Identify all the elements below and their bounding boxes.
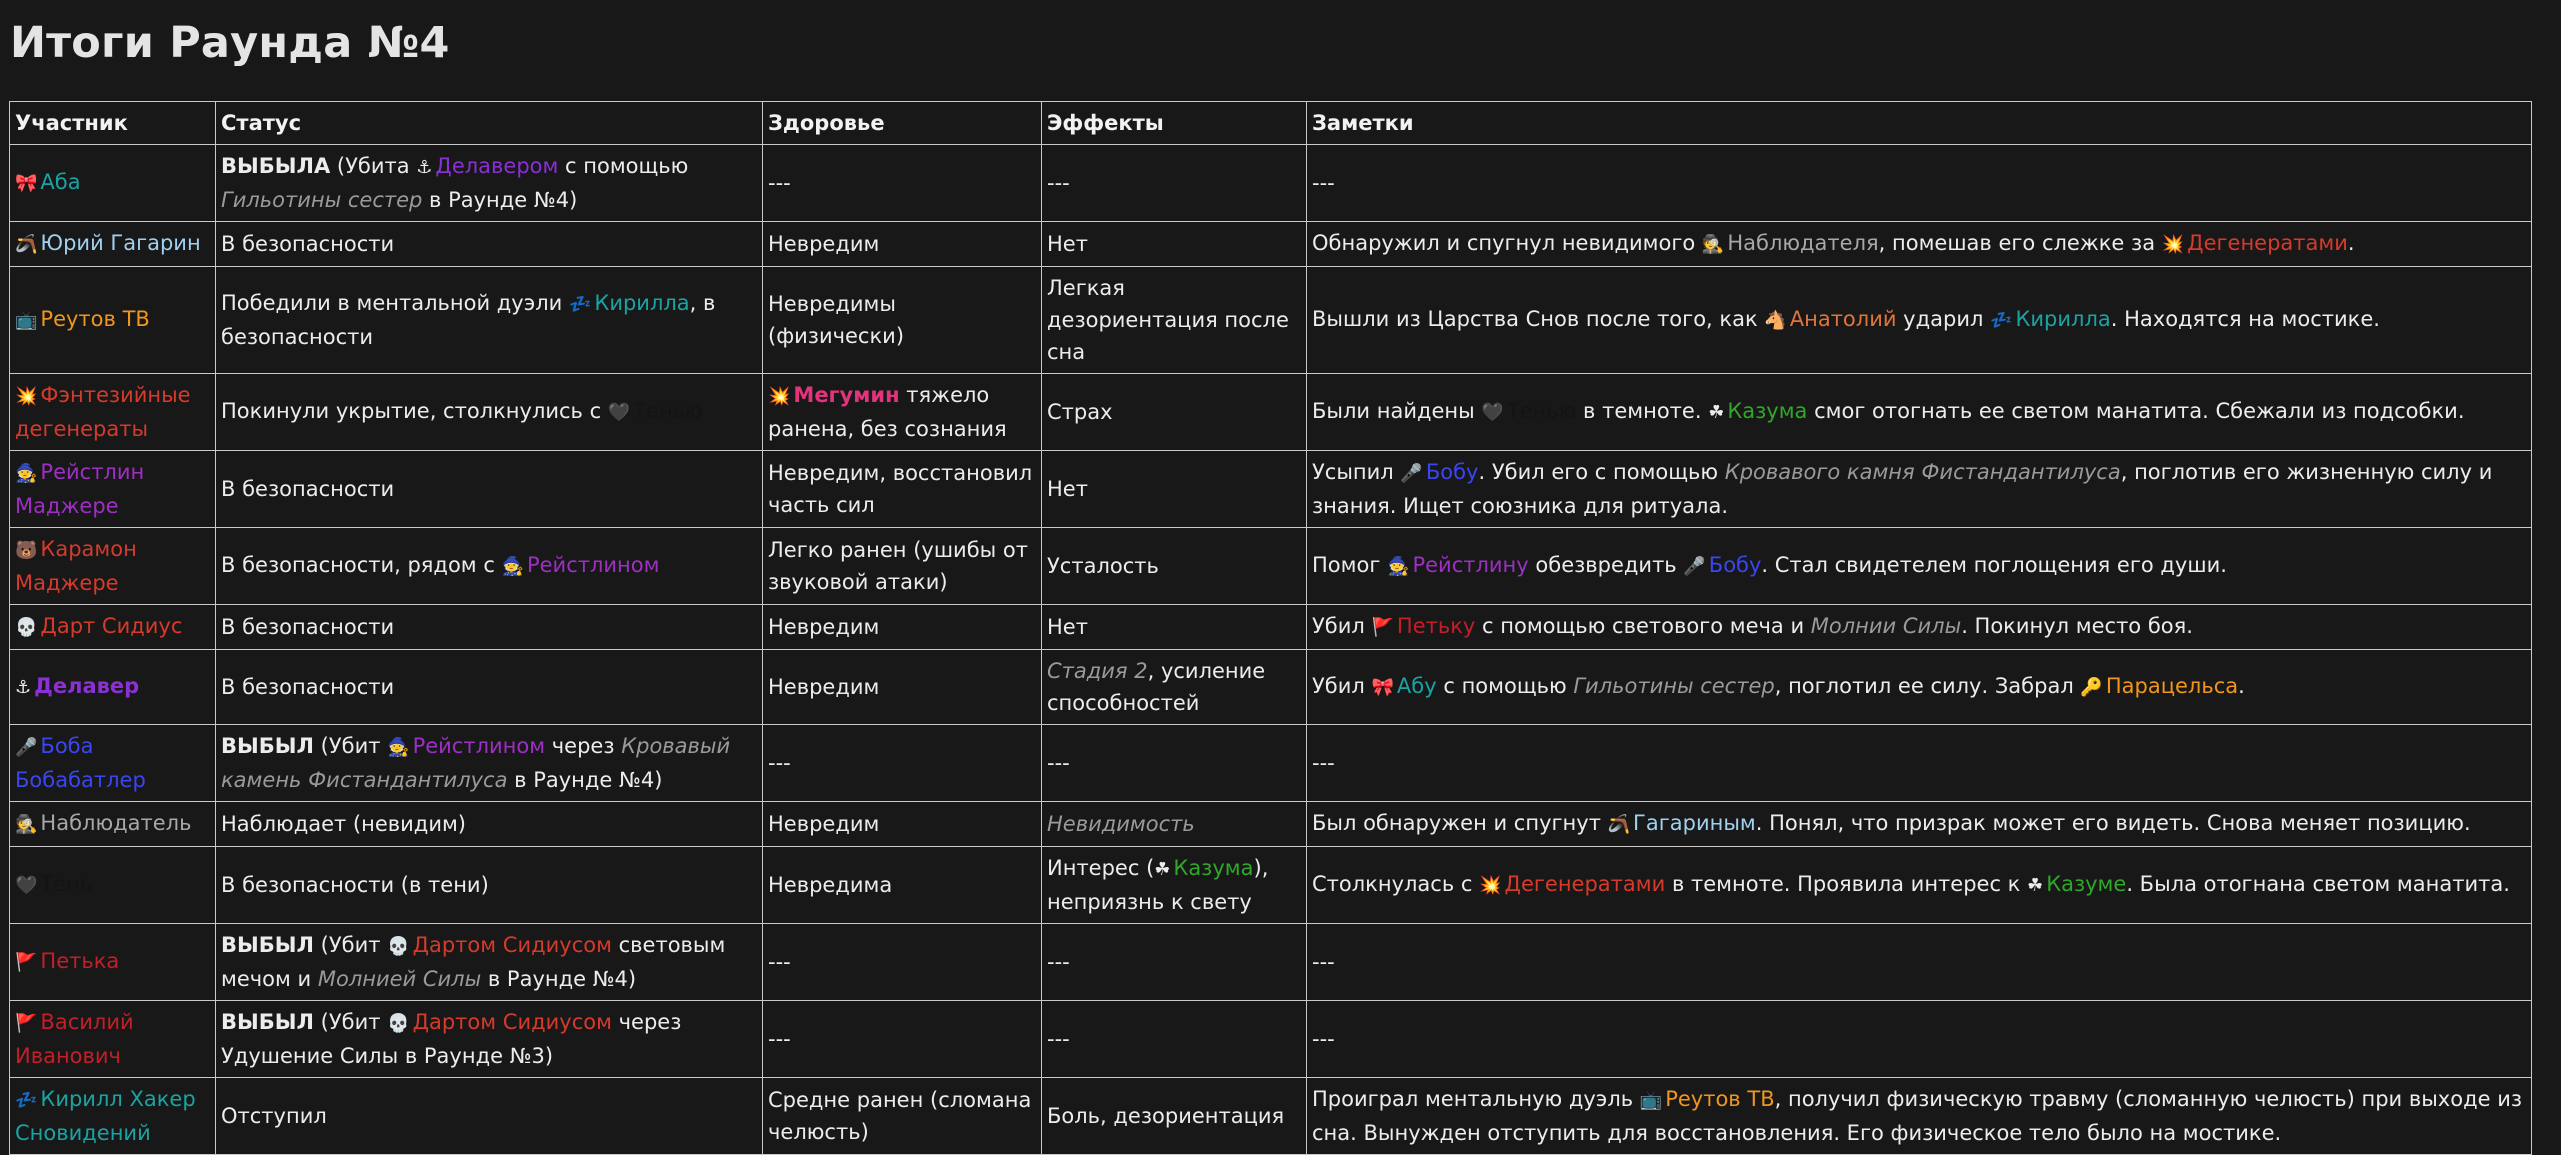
table-row xyxy=(10,528,2532,605)
cell-text: , поглотив его жизненную силу и знания. Ищет союзника для ритуала. xyxy=(1312,460,2493,518)
emoji-icon: 🧙 xyxy=(387,737,410,758)
name-mention: Казума xyxy=(1727,399,1808,423)
cell-text: В безопасности (в тени) xyxy=(221,873,489,897)
cell-text: --- xyxy=(1312,950,1335,974)
column-header-effects: Эффекты xyxy=(1042,102,1307,145)
effects-cell xyxy=(1042,725,1307,802)
name-mention: Бобу xyxy=(1425,460,1479,484)
health-cell xyxy=(763,725,1042,802)
name-mention: Дарт Сидиус xyxy=(40,614,183,638)
cell-text: . Стал свидетелем поглощения его души. xyxy=(1761,553,2227,577)
cell-text: Победили в ментальной дуэли xyxy=(221,291,569,315)
cell-text: , помешав его слежке за xyxy=(1878,231,2162,255)
status-cell xyxy=(216,451,763,528)
table-row xyxy=(10,605,2532,650)
cell-text: Наблюдает (невидим) xyxy=(221,812,466,836)
cell-text: ), неприязнь к свету xyxy=(1047,856,1269,914)
cell-text: ВЫБЫЛ xyxy=(221,933,314,957)
name-mention: Абу xyxy=(1396,674,1437,698)
round-results-table xyxy=(9,101,2532,1155)
participant-cell xyxy=(10,924,216,1001)
item-reference: Невидимость xyxy=(1047,812,1195,836)
cell-text: --- xyxy=(768,950,791,974)
cell-text: --- xyxy=(1047,171,1070,195)
emoji-icon: 🖤 xyxy=(15,875,38,896)
cell-text: , в безопасности xyxy=(221,291,716,349)
cell-text: , усиление способностей xyxy=(1047,659,1266,715)
item-reference: Гильотины сестер xyxy=(221,188,423,212)
notes-cell xyxy=(1307,924,2532,1001)
table-row xyxy=(10,924,2532,1001)
health-cell xyxy=(763,222,1042,267)
cell-text: Вышли из Царства Снов после того, как xyxy=(1312,307,1765,331)
health-cell xyxy=(763,847,1042,924)
effects-cell xyxy=(1042,605,1307,650)
cell-text: (Убита xyxy=(330,154,417,178)
cell-text: Был обнаружен и спугнут xyxy=(1312,811,1608,835)
emoji-icon: 💤 xyxy=(569,294,592,315)
participant-cell xyxy=(10,451,216,528)
cell-text: в Раунде №4) xyxy=(422,188,578,212)
column-header-participant: Участник xyxy=(10,102,216,145)
cell-text: Страх xyxy=(1047,400,1113,424)
name-mention: Юрий Гагарин xyxy=(40,231,201,255)
cell-text: Убил xyxy=(1312,614,1372,638)
health-cell xyxy=(763,374,1042,451)
participant-cell xyxy=(10,1078,216,1155)
cell-text: Невредимы (физически) xyxy=(768,292,905,348)
table-header-row xyxy=(10,102,2532,145)
name-mention: Кирилла xyxy=(2015,307,2111,331)
cell-text: Были найдены xyxy=(1312,399,1482,423)
participant-cell xyxy=(10,725,216,802)
cell-text: с помощью светового меча и xyxy=(1475,614,1811,638)
status-cell xyxy=(216,1078,763,1155)
emoji-icon: 🐻 xyxy=(15,540,38,561)
cell-text: Усыпил xyxy=(1312,460,1401,484)
health-cell xyxy=(763,267,1042,374)
cell-text: . Находятся на мостике. xyxy=(2110,307,2380,331)
cell-text: . xyxy=(2238,674,2245,698)
name-mention: Казума xyxy=(1173,856,1254,880)
name-mention: Реутов ТВ xyxy=(40,307,150,331)
cell-text: в Раунде №4) xyxy=(507,768,663,792)
table-row xyxy=(10,145,2532,222)
effects-cell xyxy=(1042,650,1307,725)
emoji-icon: 🪃 xyxy=(1607,814,1631,835)
name-mention: Тенью xyxy=(633,399,703,423)
participant-cell xyxy=(10,847,216,924)
emoji-icon: 🔑 xyxy=(2080,677,2103,698)
emoji-icon: 🚩 xyxy=(15,952,38,973)
cell-text: . Убил его с помощью xyxy=(1478,460,1725,484)
cell-text: , поглотил ее силу. Забрал xyxy=(1774,674,2081,698)
effects-cell xyxy=(1042,145,1307,222)
status-cell xyxy=(216,802,763,847)
health-cell xyxy=(763,650,1042,725)
name-mention: Дартом Сидиусом xyxy=(412,933,612,957)
notes-cell xyxy=(1307,802,2532,847)
emoji-icon: ☘ xyxy=(2027,875,2044,896)
status-cell xyxy=(216,145,763,222)
name-mention: Тень xyxy=(40,872,93,896)
name-mention: Рейстлином xyxy=(526,553,660,577)
participant-cell xyxy=(10,222,216,267)
cell-text: Легко ранен (ушибы от звуковой атаки) xyxy=(768,538,1028,594)
cell-text: Столкнулась с xyxy=(1312,872,1480,896)
emoji-icon: 🕵 xyxy=(15,814,38,835)
name-mention: Дартом Сидиусом xyxy=(412,1010,612,1034)
effects-cell xyxy=(1042,1001,1307,1078)
name-mention: Наблюдателя xyxy=(1727,231,1879,255)
health-cell xyxy=(763,528,1042,605)
cell-text: --- xyxy=(1312,751,1335,775)
emoji-icon: 💀 xyxy=(387,1013,410,1034)
table-row xyxy=(10,1001,2532,1078)
table-row xyxy=(10,451,2532,528)
status-cell xyxy=(216,267,763,374)
emoji-icon: 🕵 xyxy=(1701,234,1725,255)
cell-text: В безопасности, рядом с xyxy=(221,553,502,577)
cell-text: через Удушение Силы в Раунде №3) xyxy=(221,1010,682,1068)
cell-text: В безопасности xyxy=(221,615,395,639)
item-reference: Гильотины сестер xyxy=(1573,674,1775,698)
name-mention: Кирилла xyxy=(594,291,690,315)
health-cell xyxy=(763,802,1042,847)
emoji-icon: ☘ xyxy=(1154,859,1171,880)
cell-text: Покинули укрытие, столкнулись с xyxy=(221,399,608,423)
cell-text: Боль, дезориентация xyxy=(1047,1104,1285,1128)
table-row xyxy=(10,222,2532,267)
emoji-icon: 💥 xyxy=(768,386,791,407)
cell-text: Интерес ( xyxy=(1047,856,1155,880)
name-mention: Гагариным xyxy=(1633,811,1756,835)
participant-cell xyxy=(10,605,216,650)
table-row xyxy=(10,650,2532,725)
cell-text: Невредим xyxy=(768,675,880,699)
emoji-icon: 🪃 xyxy=(15,234,38,255)
health-cell xyxy=(763,605,1042,650)
name-mention: Наблюдатель xyxy=(40,811,192,835)
item-reference: Кровавого камня Фистандантилуса xyxy=(1724,460,2121,484)
emoji-icon: 🎤 xyxy=(15,737,38,758)
name-mention: Тенью xyxy=(1506,399,1577,423)
name-mention: Делавером xyxy=(435,154,559,178)
cell-text: ВЫБЫЛА xyxy=(221,154,331,178)
table-row xyxy=(10,847,2532,924)
cell-text: ВЫБЫЛ xyxy=(221,734,314,758)
table-row xyxy=(10,802,2532,847)
cell-text: ВЫБЫЛ xyxy=(221,1010,314,1034)
name-mention: Анатолий xyxy=(1789,307,1897,331)
cell-text: . Понял, что призрак может его видеть. Снова меняет позицию. xyxy=(1755,811,2471,835)
emoji-icon: 📺 xyxy=(1639,1090,1663,1111)
status-cell xyxy=(216,847,763,924)
cell-text: (Убит xyxy=(313,1010,388,1034)
cell-text: --- xyxy=(1312,1027,1335,1051)
cell-text: в темноте. xyxy=(1576,399,1709,423)
emoji-icon: 🧙 xyxy=(15,463,38,484)
effects-cell xyxy=(1042,802,1307,847)
name-mention: Рейстлину xyxy=(1412,553,1529,577)
notes-cell xyxy=(1307,847,2532,924)
name-mention: Фэнтезийные дегенераты xyxy=(15,383,191,441)
cell-text: . xyxy=(2347,231,2355,255)
emoji-icon: 🎀 xyxy=(15,173,38,194)
notes-cell xyxy=(1307,145,2532,222)
status-cell xyxy=(216,374,763,451)
cell-text: Нет xyxy=(1047,232,1088,256)
table-row xyxy=(10,1078,2532,1155)
emoji-icon: 💥 xyxy=(15,386,38,407)
cell-text: Легкая дезориентация после сна xyxy=(1047,276,1289,364)
notes-cell xyxy=(1307,374,2532,451)
emoji-icon: 🧙 xyxy=(501,556,524,577)
name-mention: Василий Иванович xyxy=(15,1010,134,1068)
notes-cell xyxy=(1307,1001,2532,1078)
effects-cell xyxy=(1042,847,1307,924)
health-cell xyxy=(763,145,1042,222)
table-row xyxy=(10,374,2532,451)
emoji-icon: ⚓ xyxy=(15,677,32,698)
cell-text: --- xyxy=(768,1027,791,1051)
emoji-icon: 💀 xyxy=(387,936,410,957)
notes-cell xyxy=(1307,451,2532,528)
cell-text: В безопасности xyxy=(221,232,395,256)
cell-text: , получил физическую травму (сломанную челюсть) при выходе из сна. Вынужден отступить для восстановления. Его физическое тело было на мостике. xyxy=(1312,1087,2523,1145)
column-header-health: Здоровье xyxy=(763,102,1042,145)
notes-cell xyxy=(1307,267,2532,374)
cell-text: (Убит xyxy=(313,933,388,957)
emoji-icon: ⚓ xyxy=(416,157,433,178)
participant-cell xyxy=(10,802,216,847)
name-mention: Петьку xyxy=(1396,614,1476,638)
participant-cell xyxy=(10,267,216,374)
status-cell xyxy=(216,725,763,802)
status-cell xyxy=(216,605,763,650)
cell-text: смог отогнать ее светом манатита. Сбежали из подсобки. xyxy=(1807,399,2465,423)
status-cell xyxy=(216,1001,763,1078)
participant-cell xyxy=(10,145,216,222)
cell-text: Обнаружил и спугнул невидимого xyxy=(1312,231,1702,255)
name-mention: Бобу xyxy=(1708,553,1762,577)
cell-text: Невредим, восстановил часть сил xyxy=(768,461,1033,517)
cell-text: (Убит xyxy=(313,734,388,758)
cell-text: Убил xyxy=(1312,674,1372,698)
cell-text: Помог xyxy=(1312,553,1388,577)
column-header-notes: Заметки xyxy=(1307,102,2532,145)
cell-text: В безопасности xyxy=(221,477,395,501)
cell-text: Невредим xyxy=(768,812,880,836)
emoji-icon: 🎤 xyxy=(1683,556,1706,577)
name-mention: Делавер xyxy=(34,674,140,698)
cell-text: через xyxy=(545,734,622,758)
health-cell xyxy=(763,1001,1042,1078)
cell-text: --- xyxy=(1047,1027,1070,1051)
item-reference: Кровавый камень Фистандантилуса xyxy=(221,734,731,792)
table-row xyxy=(10,267,2532,374)
effects-cell xyxy=(1042,1078,1307,1155)
notes-cell xyxy=(1307,1078,2532,1155)
name-mention: Рейстлином xyxy=(412,734,546,758)
health-cell xyxy=(763,451,1042,528)
health-cell xyxy=(763,1078,1042,1155)
participant-cell xyxy=(10,374,216,451)
effects-cell xyxy=(1042,374,1307,451)
name-mention: Аба xyxy=(40,170,81,194)
notes-cell xyxy=(1307,725,2532,802)
page-title: Итоги Раунда №4 xyxy=(10,18,450,68)
cell-text: --- xyxy=(1312,171,1335,195)
cell-text: с помощью xyxy=(558,154,689,178)
cell-text: ударил xyxy=(1896,307,1991,331)
name-mention: Рейстлин Маджере xyxy=(15,460,145,518)
cell-text: Невредим xyxy=(768,615,880,639)
table-row xyxy=(10,725,2532,802)
emoji-icon: 🖤 xyxy=(607,402,631,423)
emoji-icon: 💀 xyxy=(15,617,38,638)
cell-text: в темноте. Проявила интерес к xyxy=(1665,872,2028,896)
name-mention: Петька xyxy=(40,949,120,973)
item-reference: Стадия 2 xyxy=(1047,659,1148,683)
emoji-icon: 💤 xyxy=(1990,310,2013,331)
notes-cell xyxy=(1307,528,2532,605)
cell-text: В безопасности xyxy=(221,675,395,699)
cell-text: Отступил xyxy=(221,1104,327,1128)
cell-text: --- xyxy=(768,751,791,775)
cell-text: Невредима xyxy=(768,873,893,897)
notes-cell xyxy=(1307,222,2532,267)
emoji-icon: 💥 xyxy=(2161,234,2185,255)
cell-text: Нет xyxy=(1047,477,1088,501)
name-mention: Казуме xyxy=(2046,872,2127,896)
participant-cell xyxy=(10,650,216,725)
cell-text: в Раунде №4) xyxy=(481,967,637,991)
participant-cell xyxy=(10,528,216,605)
name-mention: Боба Бобабатлер xyxy=(15,734,146,792)
name-mention: Дегенератами xyxy=(1504,872,1666,896)
table-body xyxy=(10,145,2532,1155)
notes-cell xyxy=(1307,605,2532,650)
cell-text: . Была отогнана светом манатита. xyxy=(2126,872,2510,896)
cell-text: с помощью xyxy=(1436,674,1574,698)
emoji-icon: 🎤 xyxy=(1400,463,1423,484)
effects-cell xyxy=(1042,451,1307,528)
notes-cell xyxy=(1307,650,2532,725)
status-cell xyxy=(216,650,763,725)
column-header-status: Статус xyxy=(216,102,763,145)
effects-cell xyxy=(1042,924,1307,1001)
cell-text: --- xyxy=(1047,950,1070,974)
name-mention: Реутов ТВ xyxy=(1665,1087,1775,1111)
emoji-icon: ☘ xyxy=(1708,402,1725,423)
cell-text: --- xyxy=(1047,751,1070,775)
health-cell xyxy=(763,924,1042,1001)
cell-text: тяжело ранена, без сознания xyxy=(768,383,1007,441)
emoji-icon: 📺 xyxy=(15,310,38,331)
cell-text: обезвредить xyxy=(1528,553,1684,577)
cell-text: Проиграл ментальную дуэль xyxy=(1312,1087,1640,1111)
emoji-icon: 💥 xyxy=(1479,875,1502,896)
effects-cell xyxy=(1042,267,1307,374)
item-reference: Молнией Силы xyxy=(317,967,482,991)
name-mention: Кирилл Хакер Сновидений xyxy=(15,1087,196,1145)
cell-text: Усталость xyxy=(1047,554,1159,578)
emoji-icon: 🚩 xyxy=(1371,617,1394,638)
emoji-icon: 🐴 xyxy=(1764,310,1787,331)
status-cell xyxy=(216,924,763,1001)
emoji-icon: 🖤 xyxy=(1481,402,1504,423)
name-mention: Парацельса xyxy=(2105,674,2239,698)
status-cell xyxy=(216,222,763,267)
emoji-icon: 🧙 xyxy=(1387,556,1410,577)
cell-text: световым мечом и xyxy=(221,933,726,991)
name-mention: Карамон Маджере xyxy=(15,537,137,595)
name-mention: Дегенератами xyxy=(2187,231,2348,255)
effects-cell xyxy=(1042,222,1307,267)
cell-text: Средне ранен (сломана челюсть) xyxy=(768,1088,1032,1144)
cell-text: . Покинул место боя. xyxy=(1961,614,2193,638)
emoji-icon: 💤 xyxy=(15,1090,38,1111)
emoji-icon: 🚩 xyxy=(15,1013,38,1034)
participant-cell xyxy=(10,1001,216,1078)
item-reference: Молнии Силы xyxy=(1810,614,1962,638)
cell-text: Невредим xyxy=(768,232,880,256)
emoji-icon: 🎀 xyxy=(1371,677,1394,698)
effects-cell xyxy=(1042,528,1307,605)
name-mention: Мегумин xyxy=(793,383,900,407)
status-cell xyxy=(216,528,763,605)
cell-text: Нет xyxy=(1047,615,1088,639)
cell-text: --- xyxy=(768,171,791,195)
